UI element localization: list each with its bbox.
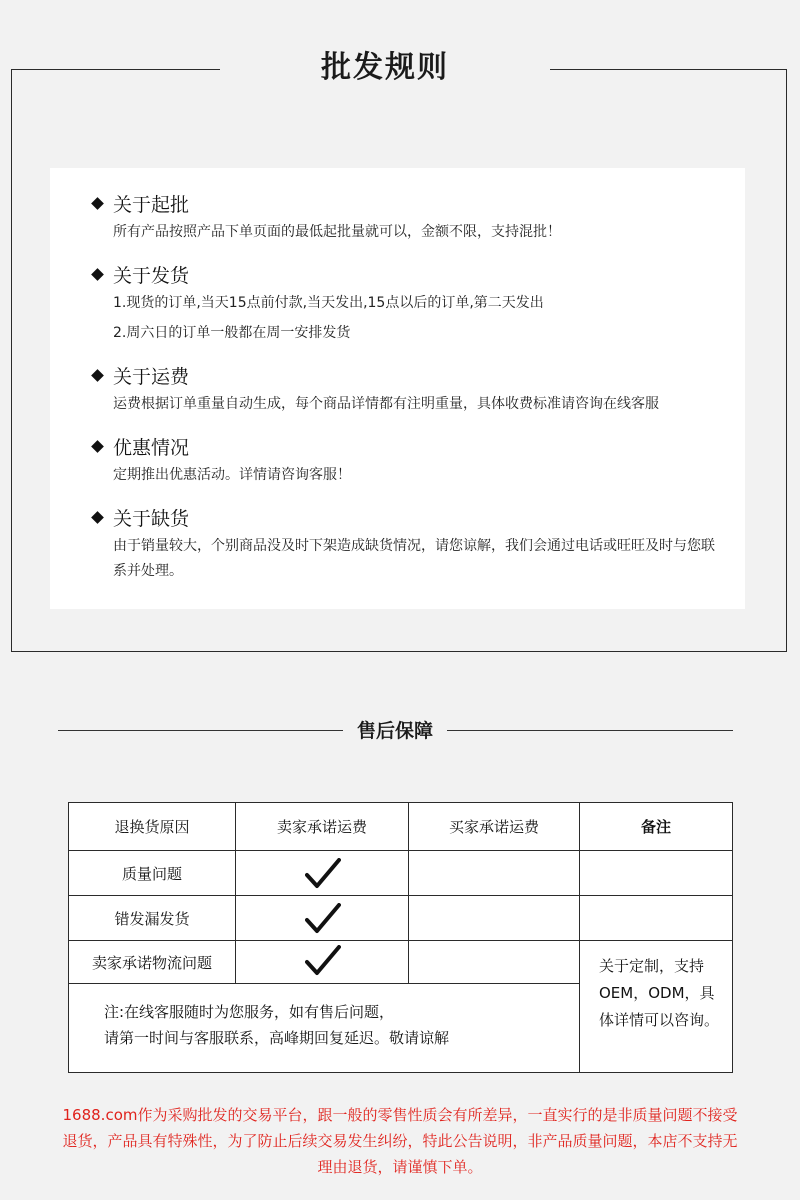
after-sales-title: 售后保障 bbox=[356, 720, 433, 742]
rule-heading: 关于运费 bbox=[113, 366, 190, 388]
rule-heading: 关于缺货 bbox=[113, 508, 190, 530]
divider-left bbox=[58, 730, 343, 731]
check-icon bbox=[305, 858, 341, 890]
row-reason-quality: 质量问题 bbox=[121, 864, 182, 883]
rule-text: 由于销量较大，个别商品没及时下架造成缺货情况，请您谅解，我们会通过电话或旺旺及时与您联系并处理。 bbox=[113, 538, 715, 579]
rules-card bbox=[50, 168, 745, 609]
row-reason-logistics: 卖家承诺物流问题 bbox=[91, 953, 212, 972]
diamond-bullet-icon bbox=[91, 369, 104, 382]
rule-shipping bbox=[90, 261, 730, 346]
service-note bbox=[104, 999, 544, 1051]
rule-text: 所有产品按照产品下单页面的最低起批量就可以，金额不限，支持混批！ bbox=[113, 224, 561, 240]
rule-discounts bbox=[90, 433, 730, 488]
row-reason-wrong-shipment: 错发漏发货 bbox=[114, 909, 190, 928]
rule-heading: 优惠情况 bbox=[113, 437, 190, 459]
grid-line bbox=[69, 983, 579, 984]
header-remark: 备注 bbox=[640, 818, 671, 836]
rule-text: 运费根据订单重量自动生成，每个商品详情都有注明重量，具体收费标准请咨询在线客服 bbox=[113, 396, 659, 412]
rule-text: 2.周六日的订单一般都在周一安排发货 bbox=[113, 325, 351, 341]
remark-cell: 关于定制，支持OEM，ODM，具体详情可以咨询。 bbox=[599, 957, 720, 1029]
rule-heading: 关于发货 bbox=[113, 265, 190, 287]
check-icon bbox=[305, 903, 341, 935]
rules-title: 批发规则 bbox=[220, 44, 550, 92]
header-buyer-freight: 买家承诺运费 bbox=[448, 818, 539, 836]
rule-text: 1.现货的订单,当天15点前付款,当天发出,15点以后的订单,第二天发出 bbox=[113, 295, 544, 311]
header-seller-freight: 卖家承诺运费 bbox=[276, 818, 367, 836]
rule-heading: 关于起批 bbox=[113, 194, 190, 216]
check-icon bbox=[305, 945, 341, 977]
header-reason: 退换货原因 bbox=[114, 818, 190, 836]
diamond-bullet-icon bbox=[91, 440, 104, 453]
after-sales-table bbox=[68, 802, 733, 1073]
diamond-bullet-icon bbox=[91, 268, 104, 281]
divider-right bbox=[447, 730, 733, 731]
diamond-bullet-icon bbox=[91, 511, 104, 524]
diamond-bullet-icon bbox=[91, 197, 104, 210]
rule-freight bbox=[90, 362, 730, 417]
service-note-line: 请第一时间与客服联系，高峰期回复延迟。敬请谅解 bbox=[104, 1029, 450, 1047]
rule-out-of-stock bbox=[90, 504, 730, 584]
return-policy-disclaimer: 1688.com作为采购批发的交易平台，跟一般的零售性质会有所差异，一直实行的是非质量问题不接受退货，产品具有特殊性，为了防止后续交易发生纠纷，特此公告说明，非产品质量问题，本店不支持无理由退货，请谨慎下单。 bbox=[62, 1106, 738, 1176]
service-note-line: 注:在线客服随时为您服务，如有售后问题， bbox=[104, 1003, 395, 1021]
rule-text: 定期推出优惠活动。详情请咨询客服！ bbox=[113, 467, 351, 483]
rule-minimum-order bbox=[90, 190, 730, 245]
